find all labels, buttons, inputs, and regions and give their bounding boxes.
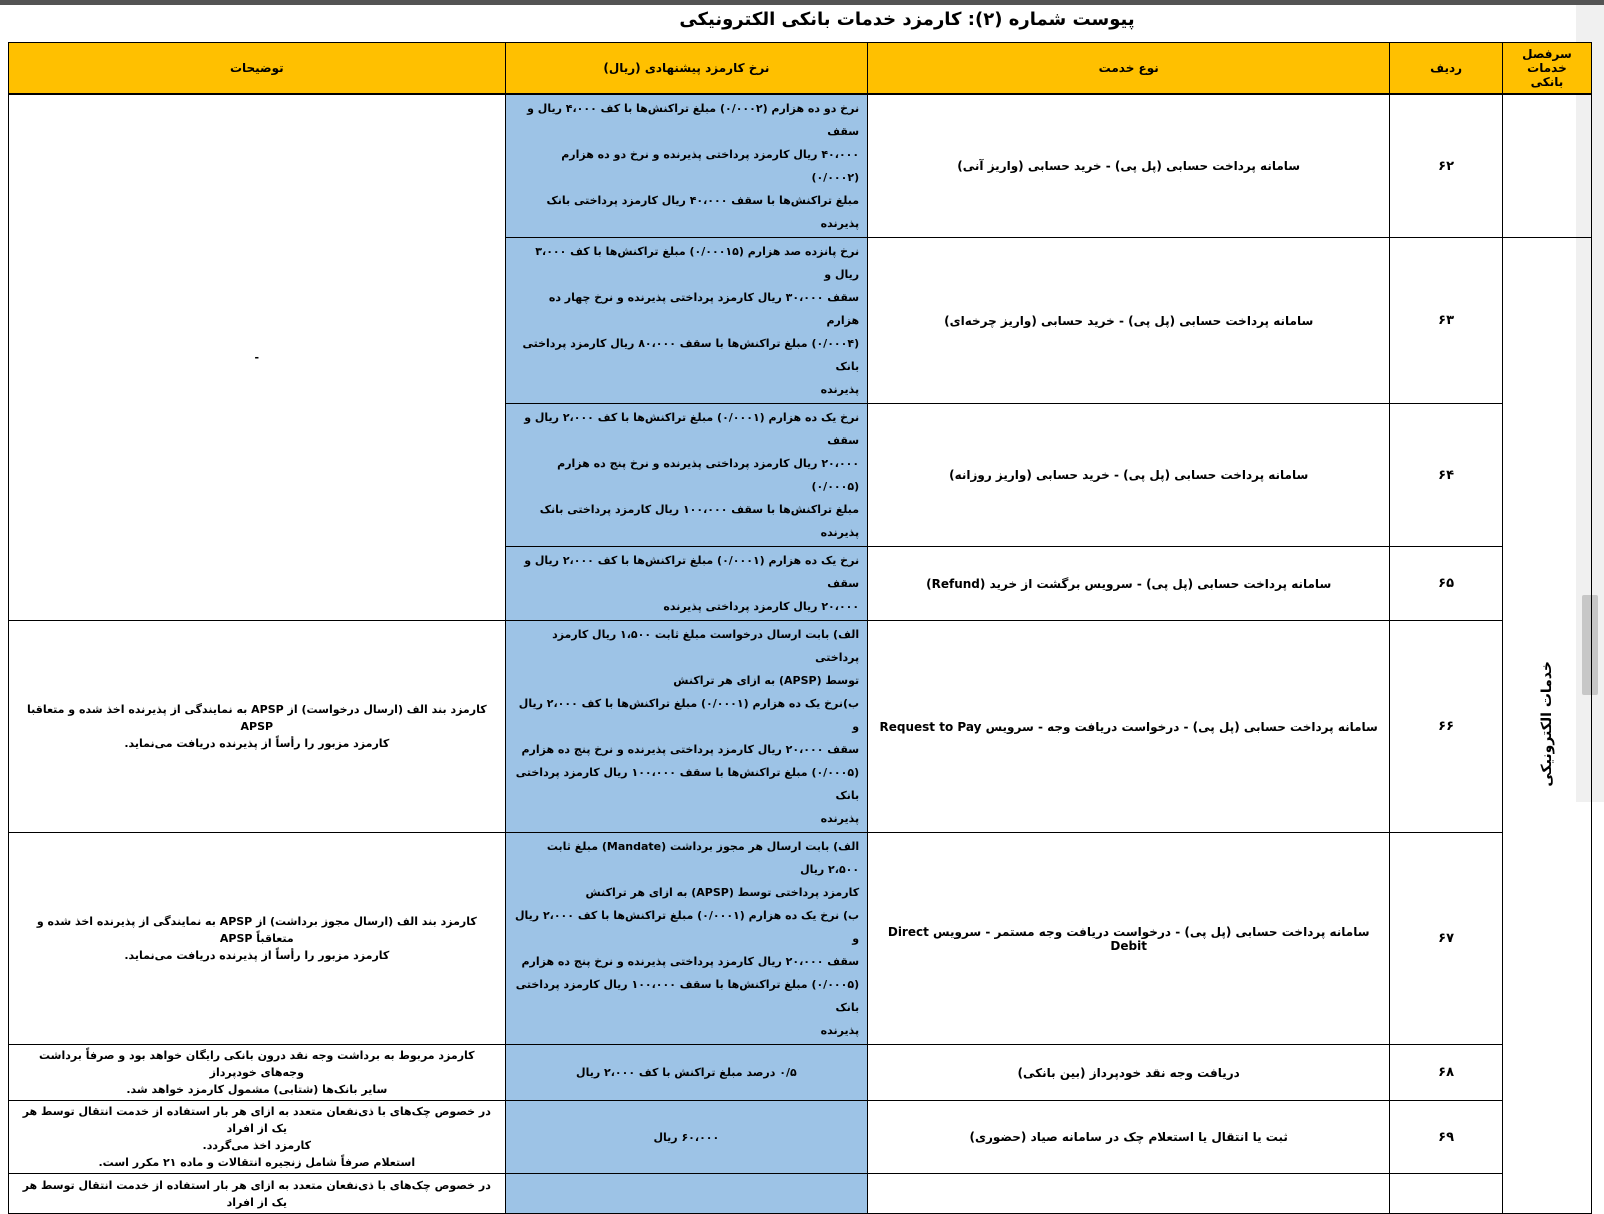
table-row <box>9 621 1592 833</box>
fee-rate <box>505 1174 867 1214</box>
window-top-bar <box>0 0 1604 5</box>
service-type: سامانه پرداخت حسابی (پل پی) - خرید حسابی (واریز روزانه) <box>868 404 1390 547</box>
description: - <box>9 94 506 621</box>
row-number: ۶۷ <box>1390 833 1503 1045</box>
header-row-number: ردیف <box>1390 43 1503 95</box>
service-type: سامانه پرداخت حسابی (پل پی) - خرید حسابی (واریز چرخه‌ای) <box>868 238 1390 404</box>
description: کارمزد بند الف (ارسال مجوز برداشت) از APSP به نمایندگی از پذیرنده اخذ شده و متعاقباً APSP کارمزد مزبور را رأساً از پذیرنده دریافت می‌نماید. <box>9 833 506 1045</box>
row-number <box>1390 1174 1503 1214</box>
table-row <box>9 833 1592 1045</box>
fee-rate: نرخ یک ده هزارم (۰/۰۰۰۱) مبلغ تراکنش‌ها با کف ۲،۰۰۰ ریال و سقف ۲۰،۰۰۰ ریال کارمزد پرداختی پذیرنده <box>505 547 867 621</box>
header-segment: سرفصل خدمات بانکی <box>1502 43 1591 95</box>
fee-table <box>8 42 1592 1214</box>
fee-rate: ۰/۵ درصد مبلغ تراکنش با کف ۲،۰۰۰ ریال <box>505 1045 867 1101</box>
table-header-row <box>9 43 1592 95</box>
header-description: توضیحات <box>9 43 506 95</box>
segment-cell-empty <box>1502 94 1591 238</box>
service-type: دریافت وجه نقد خودپرداز (بین بانکی) <box>868 1045 1390 1101</box>
service-type: سامانه پرداخت حسابی (پل پی) - درخواست دریافت وجه - سرویس Request to Pay <box>868 621 1390 833</box>
segment-cell <box>1502 238 1591 1214</box>
table-row <box>9 1101 1592 1174</box>
row-number: ۶۳ <box>1390 238 1503 404</box>
service-type: ثبت یا انتقال یا استعلام چک در سامانه صیاد (حضوری) <box>868 1101 1390 1174</box>
service-type: سامانه پرداخت حسابی (پل پی) - سرویس برگشت از خرید (Refund) <box>868 547 1390 621</box>
row-number: ۶۴ <box>1390 404 1503 547</box>
row-number: ۶۸ <box>1390 1045 1503 1101</box>
description: کارمزد مربوط به برداشت وجه نقد درون بانکی رایگان خواهد بود و صرفاً برداشت وجه‌های خودپرداز سایر بانک‌ها (شتابی) مشمول کارمزد خواهد شد. <box>9 1045 506 1101</box>
document-title: پیوست شماره (۲): کارمزد خدمات بانکی الکترونیکی <box>679 9 1135 30</box>
row-number: ۶۶ <box>1390 621 1503 833</box>
service-type: سامانه پرداخت حسابی (پل پی) - خرید حسابی (واریز آنی) <box>868 94 1390 238</box>
table-row <box>9 1174 1592 1214</box>
fee-rate: نرخ یک ده هزارم (۰/۰۰۰۱) مبلغ تراکنش‌ها با کف ۲،۰۰۰ ریال و سقف ۲۰،۰۰۰ ریال کارمزد پرداختی پذیرنده و نرخ پنج ده هزارم (۰/۰۰۰۵) مبلغ تراکنش‌ها با سقف ۱۰۰،۰۰۰ ریال کارمزد پرداختی بانک پذیرنده <box>505 404 867 547</box>
fee-rate: نرخ دو ده هزارم (۰/۰۰۰۲) مبلغ تراکنش‌ها با کف ۴،۰۰۰ ریال و سقف ۴۰،۰۰۰ ریال کارمزد پرداختی پذیرنده و نرخ دو ده هزارم (۰/۰۰۰۲) مبلغ تراکنش‌ها با سقف ۴۰،۰۰۰ ریال کارمزد پرداختی بانک پذیرنده <box>505 94 867 238</box>
description: در خصوص چک‌های با ذی‌نفعان متعدد به ازای هر بار استفاده از خدمت انتقال توسط هر یک از افراد کارمزد اخذ می‌گردد. استعلام صرفاً شامل زنجیره انتقالات و ماده ۲۱ مکرر است. <box>9 1101 506 1174</box>
service-type: سامانه پرداخت حسابی (پل پی) - درخواست دریافت وجه مستمر - سرویس Direct Debit <box>868 833 1390 1045</box>
header-service-type: نوع خدمت <box>868 43 1390 95</box>
service-type <box>868 1174 1390 1214</box>
row-number: ۶۹ <box>1390 1101 1503 1174</box>
description: در خصوص چک‌های با ذی‌نفعان متعدد به ازای هر بار استفاده از خدمت انتقال توسط هر یک از افراد <box>9 1174 506 1214</box>
table-row <box>9 94 1592 238</box>
fee-rate: الف) بابت ارسال درخواست مبلغ ثابت ۱،۵۰۰ ریال کارمزد پرداختی توسط (APSP) به ازای هر تراکنش ب)نرخ یک ده هزارم (۰/۰۰۰۱) مبلغ تراکنش‌ها با کف ۲،۰۰۰ ریال و سقف ۲۰،۰۰۰ ریال کارمزد پرداختی پذیرنده و نرخ پنج ده هزارم (۰/۰۰۰۵) مبلغ تراکنش‌ها با سقف ۱۰۰،۰۰۰ ریال کارمزد پرداختی بانک پذیرنده <box>505 621 867 833</box>
header-fee-rate: نرخ کارمزد پیشنهادی (ریال) <box>505 43 867 95</box>
row-number: ۶۵ <box>1390 547 1503 621</box>
table-row <box>9 1045 1592 1101</box>
segment-label: خدمات الکترونیکی <box>1538 660 1555 787</box>
row-number: ۶۲ <box>1390 94 1503 238</box>
fee-rate: ۶۰،۰۰۰ ریال <box>505 1101 867 1174</box>
fee-rate: نرخ پانزده صد هزارم (۰/۰۰۰۱۵) مبلغ تراکنش‌ها با کف ۳،۰۰۰ ریال و سقف ۳۰،۰۰۰ ریال کارمزد پرداختی پذیرنده و نرخ چهار ده هزارم (۰/۰۰۰۴) مبلغ تراکنش‌ها با سقف ۸۰،۰۰۰ ریال کارمزد پرداختی بانک پذیرنده <box>505 238 867 404</box>
description: کارمزد بند الف (ارسال درخواست) از APSP به نمایندگی از پذیرنده اخذ شده و متعاقبا APSP کارمزد مزبور را رأساً از پذیرنده دریافت می‌نماید. <box>9 621 506 833</box>
fee-rate: الف) بابت ارسال هر مجوز برداشت (Mandate) مبلغ ثابت ۲،۵۰۰ ریال کارمزد پرداختی توسط (APSP) به ازای هر تراکنش ب) نرخ یک ده هزارم (۰/۰۰۰۱) مبلغ تراکنش‌ها با کف ۲،۰۰۰ ریال و سقف ۲۰،۰۰۰ ریال کارمزد پرداختی پذیرنده و نرخ پنج ده هزارم (۰/۰۰۰۵) مبلغ تراکنش‌ها با سقف ۱۰۰،۰۰۰ ریال کارمزد پرداختی بانک پذیرنده <box>505 833 867 1045</box>
